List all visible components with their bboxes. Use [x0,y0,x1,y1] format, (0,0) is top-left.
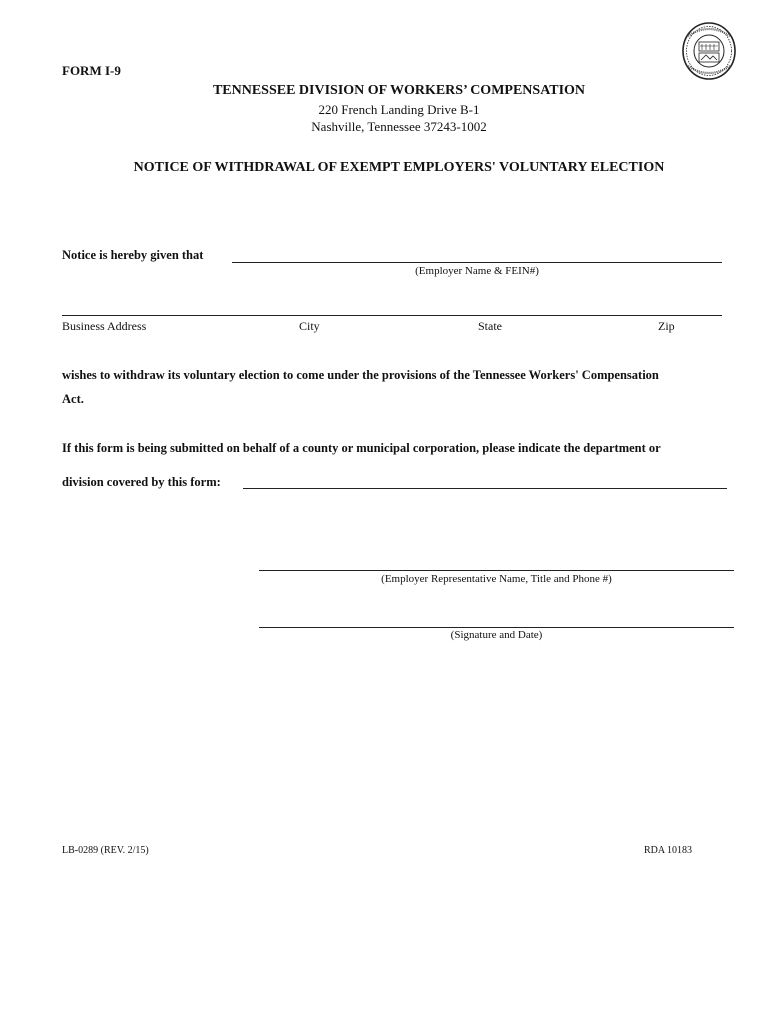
form-number: LB-0289 (REV. 2/15) [62,845,149,856]
county-statement-line1: If this form is being submitted on behalf of a county or municipal corporation, please indicate the department or [62,441,661,455]
signature-date-caption: (Signature and Date) [450,629,543,641]
county-statement-line2: division covered by this form: [62,475,221,489]
employer-representative-field[interactable] [259,570,734,571]
employer-name-caption: (Employer Name & FEIN#) [415,265,539,277]
employer-name-field[interactable] [232,262,722,263]
business-address-caption: Business Address [62,319,147,333]
agency-name: TENNESSEE DIVISION OF WORKERS’ COMPENSATION [212,83,586,98]
department-division-field[interactable] [243,488,727,489]
withdraw-statement-line2: Act. [62,392,84,406]
notice-lead-text: Notice is hereby given that [62,248,204,262]
signature-date-field[interactable] [259,627,734,628]
state-caption: State [478,319,502,333]
agency-address-line2: Nashville, Tennessee 37243-1002 [311,119,487,134]
city-caption: City [299,319,320,333]
employer-representative-caption: (Employer Representative Name, Title and Phone #) [381,573,612,585]
rda-number: RDA 10183 [644,845,693,856]
agency-address-line1: 220 French Landing Drive B-1 [318,102,480,117]
page-title: NOTICE OF WITHDRAWAL OF EXEMPT EMPLOYERS' VOLUNTARY ELECTION [133,160,665,175]
zip-caption: Zip [658,319,675,333]
withdraw-statement-line1: wishes to withdraw its voluntary election to come under the provisions of the Tennessee Workers' Compensation [62,368,659,382]
business-address-field[interactable] [62,315,722,316]
form-id: FORM I-9 [62,63,121,78]
state-seal-icon [682,22,736,80]
